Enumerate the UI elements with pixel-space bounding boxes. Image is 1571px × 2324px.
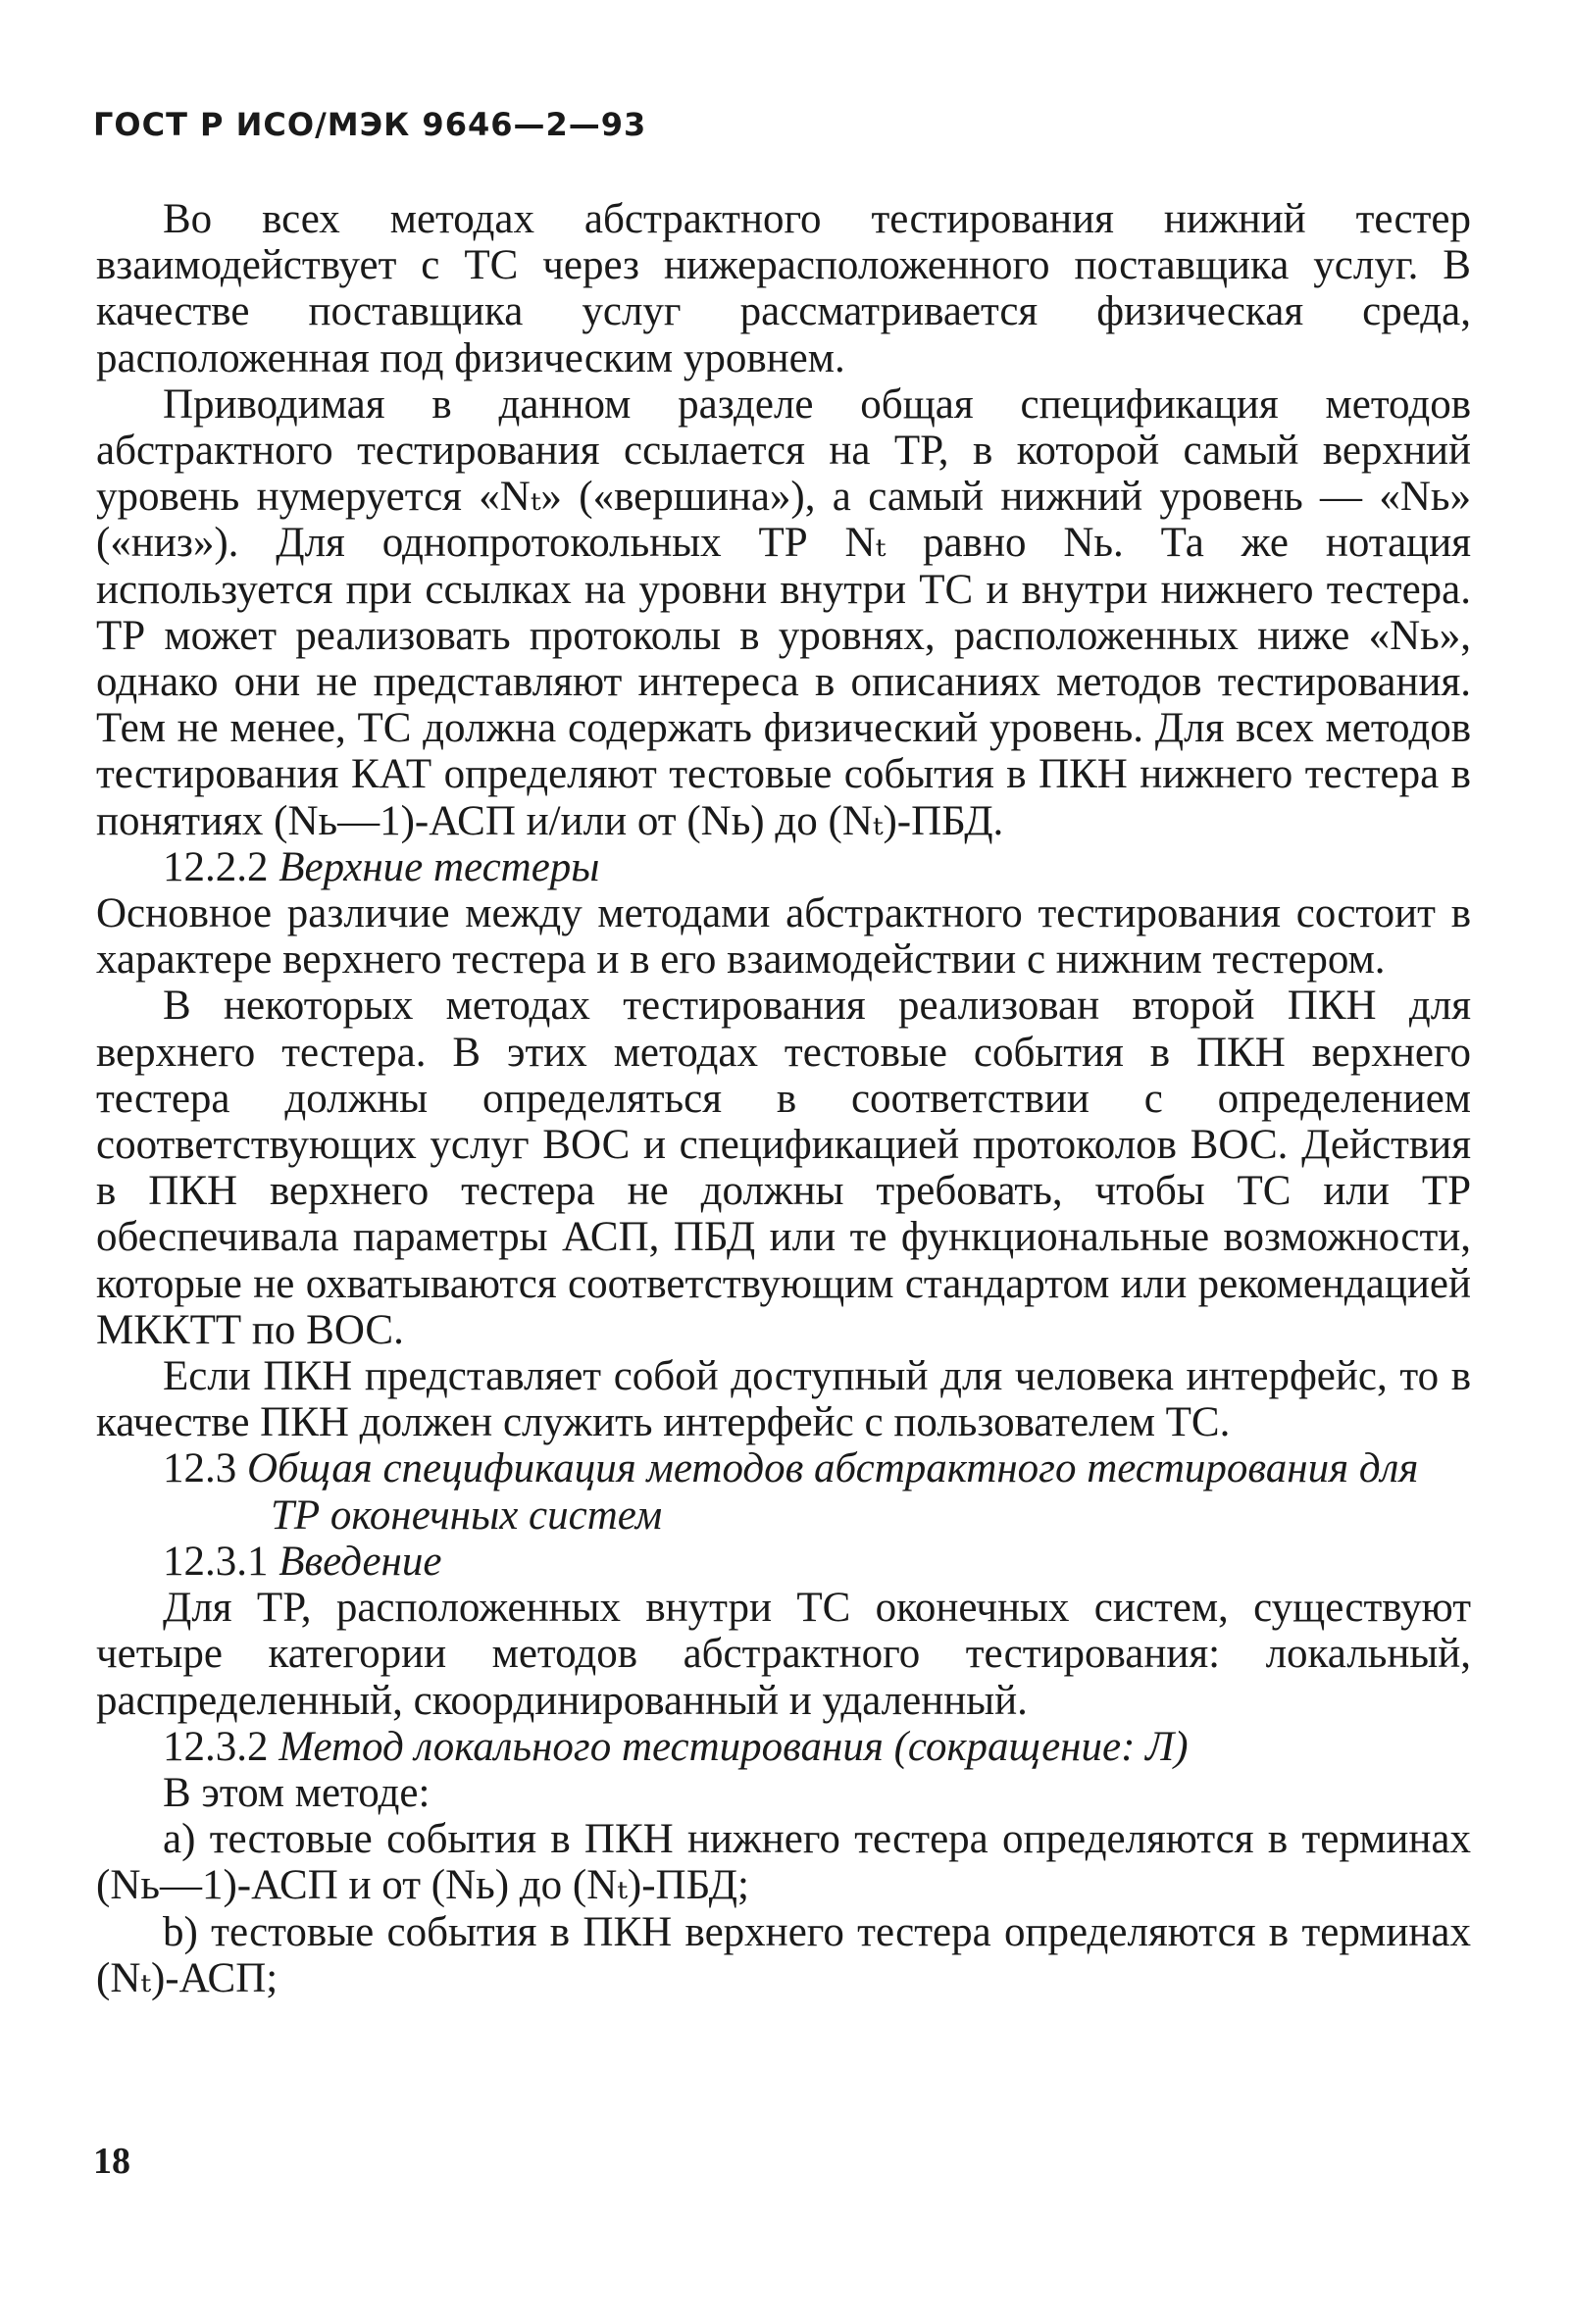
section-title: Введение <box>279 1538 442 1585</box>
section-number: 12.3.2 <box>163 1723 269 1770</box>
section-heading-12-3 <box>96 1445 1471 1538</box>
section-heading-12-3-1 <box>96 1539 1471 1585</box>
section-number: 12.3 <box>163 1445 237 1492</box>
paragraph: В некоторых методах тестирования реализован второй ПКН для верхнего тестера. В этих методах тестовые события в ПКН верхнего тестера должны определяться в соответствии с определением соответствующих услуг ВОС и спецификацией протоколов ВОС. Действия в ПКН верхнего тестера не должны требовать, чтобы ТС или ТР обеспечивала параметры АСП, ПБД или те функциональные возможности, которые не охватываются соответствующим стандартом или рекомендацией МККТТ по ВОС. <box>96 983 1471 1353</box>
page-number: 18 <box>93 2141 130 2182</box>
paragraph: Приводимая в данном разделе общая спецификация методов абстрактного тестирования ссылается на ТР, в которой самый верхний уровень нумеруется «Nₜ» («вершина»), а самый нижний уровень — «Nь» («низ»). Для однопротокольных ТР Nₜ равно Nь. Та же нотация используется при ссылках на уровни внутри ТС и внутри нижнего тестера. ТР может реализовать протоколы в уровнях, расположенных ниже «Nь», однако они не представляют интереса в описаниях методов тестирования. Тем не менее, ТС должна содержать физический уровень. Для всех методов тестирования КАТ определяют тестовые события в ПКН нижнего тестера в понятиях (Nь—1)-АСП и/или от (Nь) до (Nₜ)-ПБД. <box>96 380 1471 844</box>
paragraph: Основное различие между методами абстрактного тестирования состоит в характере верхнего тестера и в его взаимодействии с нижним тестером. <box>96 890 1471 984</box>
section-number: 12.2.2 <box>163 843 269 890</box>
section-heading-12-2-2 <box>96 844 1471 890</box>
list-item: b) тестовые события в ПКН верхнего тестера определяются в терминах (Nₜ)-АСП; <box>96 1908 1471 2001</box>
list-item: а) тестовые события в ПКН нижнего тестера определяются в терминах (Nь—1)-АСП и от (Nь) до (Nₜ)-ПБД; <box>96 1816 1471 1909</box>
section-title: Верхние тестеры <box>279 843 600 890</box>
paragraph: Если ПКН представляет собой доступный для человека интерфейс, то в качестве ПКН должен служить интерфейс с пользователем ТС. <box>96 1353 1471 1446</box>
section-number: 12.3.1 <box>163 1538 269 1585</box>
paragraph: Во всех методах абстрактного тестирования нижний тестер взаимодействует с ТС через нижерасположенного поставщика услуг. В качестве поставщика услуг рассматривается физическая среда, расположенная под физическим уровнем. <box>96 196 1471 381</box>
document-header: ГОСТ Р ИСО/МЭК 9646—2—93 <box>93 106 647 143</box>
section-heading-12-3-2 <box>96 1724 1471 1770</box>
paragraph: Для ТР, расположенных внутри ТС оконечных систем, существуют четыре категории методов абстрактного тестирования: локальный, распределенный, скоординированный и удаленный. <box>96 1585 1471 1724</box>
document-body <box>96 196 1471 2001</box>
section-title: Общая спецификация методов абстрактного тестирования для ТР оконечных систем <box>247 1445 1419 1539</box>
paragraph: В этом методе: <box>163 1769 431 1816</box>
section-title: Метод локального тестирования (сокращение: Л) <box>279 1723 1189 1770</box>
